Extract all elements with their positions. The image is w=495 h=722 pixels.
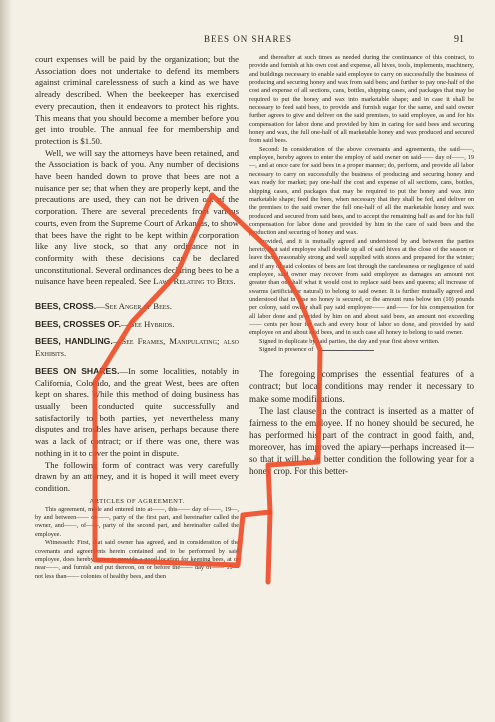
- paragraph: court expenses will be paid by the organization; but the Association does not undertake to defend its members against criminal carelessness of such a kind as we have already described. When the beekeeper has exercised every precaution, then it endeavors to protect his rights. This means that you should become a member before you get into trouble. The annual fee for membership and protection is $1.50.: [35, 54, 239, 146]
- entry-heading: BEES, HANDLING.: [35, 336, 113, 347]
- page-number: 91: [454, 34, 464, 45]
- cross-reference: Laws Relating to Bees.: [153, 276, 236, 287]
- article-paragraph: Provided, and it is mutually agreed and understood by and between the parties hereto, that said employee shall double up all of said hives at the close of the season or leave them reasonably strong and well supplied with stores and prepared for the winter; and if any of said colonies of bees are lost through the carelessness or negligence of said employee, said owner may recover from said employee as damages an amount not greater than one-half what it would cost to replace said bees and queens; all increase of swarms (artificial or natural) to belong to said owner. It is further mutually agreed and understood that in case no honey is secured, or the amount runs below ten (10) pounds per colony, said owner shall pay said employee—— and—— for his compensation for all labor done and provided by him on and about said bees, an amount not exceeding—— cents per hour for each and every hour of labor so done, and provided by said employee on and about said bees, and in such case all honey to belong to said owner.: [249, 237, 474, 337]
- article-paragraph: and thereafter at such times as needed during the continuance of this contract, to provide and furnish at his own cost and expense, all hives, tools, implements, machinery, and buildings necessary to enable said employee to carry on successfully the business of producing and securing honey and wax from said bees; and further to pay one-half of the cost and expense of all sections, cans, bottles, shipping cases, and packages that may be required to put the honey and wax into marketable shape; and in case it shall be necessary to feed said bees, to provide and furnish sugar for the same, and said owner further agrees to give and deliver on the said premises, to said employee, as and for his compensation for labor done and provided by him in caring for said bees and securing honey and wax, the full one-half of all marketable honey and wax produced and secured from said bees.: [249, 54, 474, 145]
- entry-heading: BEES, CROSS.: [35, 301, 97, 312]
- running-head: BEES ON SHARES: [203, 34, 292, 44]
- signature-clause: Signed in duplicate by said parties, the day and year first above written.: [259, 337, 440, 345]
- entry-heading: BEES ON SHARES.: [35, 365, 120, 376]
- paragraph-text: Well, we will say the attorneys have been retained, and the Association is back of you. Any number of decisions have been handed down to prove that bees are not a nuisance per se; that when they are properly kept, and the precautions are used, they can not be driven out of the corporation. There are several precedents from various courts, even from the Supreme Court of Arkansas, to show that bees have the right to be kept within a corporation like any live stock, so that any ordinance not in conformity with these decisions can be declared unconstitutional. Several ordinances declaring bees to be a nuisance have been repealed. See: [35, 147, 239, 287]
- paragraph: The foregoing comprises the essential features of a contract; but local conditions may render it necessary to make some modifications.: [249, 369, 474, 404]
- paragraph: The following form of contract was very carefully drawn by an attorney, and it is hoped it will meet every condition.: [35, 459, 239, 493]
- entry-text: —See Frames, Manipulating; also Exhibits.: [35, 336, 240, 359]
- entry-heading: BEES, CROSSES OF.: [35, 318, 121, 329]
- paragraph: The last clause in the contract is inserted as a matter of fairness to the employee. If no honey should be secured, he has performed his part of the contract in good faith, and, moreover, has improved the apiary—perhaps increased it—so that it will be in better condition the following year for a honey crop. For this better-: [249, 405, 474, 477]
- entry-text: —See Hybrids.: [120, 318, 175, 329]
- entry-text: —See Anger of Bees.: [96, 301, 172, 312]
- marker-stroke: [95, 195, 320, 565]
- articles-title: ARTICLES OF AGREEMENT.: [89, 497, 185, 505]
- article-paragraph: Second: In consideration of the above covenants and agreements, the said——, employee, hereby agrees to enter the employ of said owner on said—— day of——, 19—, and at once care for said bees in a proper manner; do, perform, and provide all labor necessary to carry on successfully the business of producing and securing honey and wax ready for market; pay one-half the cost and expense of all sections, cans, bottles, shipping cases, and packages that may be required to put the honey and wax into marketable shape; feed the bees, when necessary that they shall be fed, and deliver on the premises to the said owner the full one-half of all the marketable honey and wax produced and secured from said bees, and to accept the remaining half as and for his full compensation for labor done and provided by him in the care of said bees and the production and securing of honey and wax.: [249, 145, 474, 237]
- witness-label: Signed in presence of: [259, 346, 314, 354]
- article-paragraph: This agreement, made and entered into at——, this—— day of——, 19—, by and between—— of——, party of the first part, and hereinafter called the owner, and——, of——, party of the second part, and hereinafter called the employee.: [35, 505, 239, 538]
- article-paragraph: Witnesseth: First, that said owner has agreed, and in consideration of the covenants and agreements herein contained and to be performed by said employee, does hereby agree to provide a good location for keeping bees, at or near——, and furnish and put thereon, on or before the—— day of—— 19— not less than—— colonies of healthy bees, and then: [35, 539, 239, 580]
- marker-stroke: [268, 512, 270, 582]
- entry-text: —In some localities, notably in California, Colorado, and the great West, bees are often kept on shares. While this method of doing business has usually been conducted quite successfully and satisfactorily to both parties, yet nevertheless many disputes and troubles have arisen, perhaps because there was a lack of contract; or if there was one, there was nothing in it to cover the point in dispute.: [35, 365, 239, 458]
